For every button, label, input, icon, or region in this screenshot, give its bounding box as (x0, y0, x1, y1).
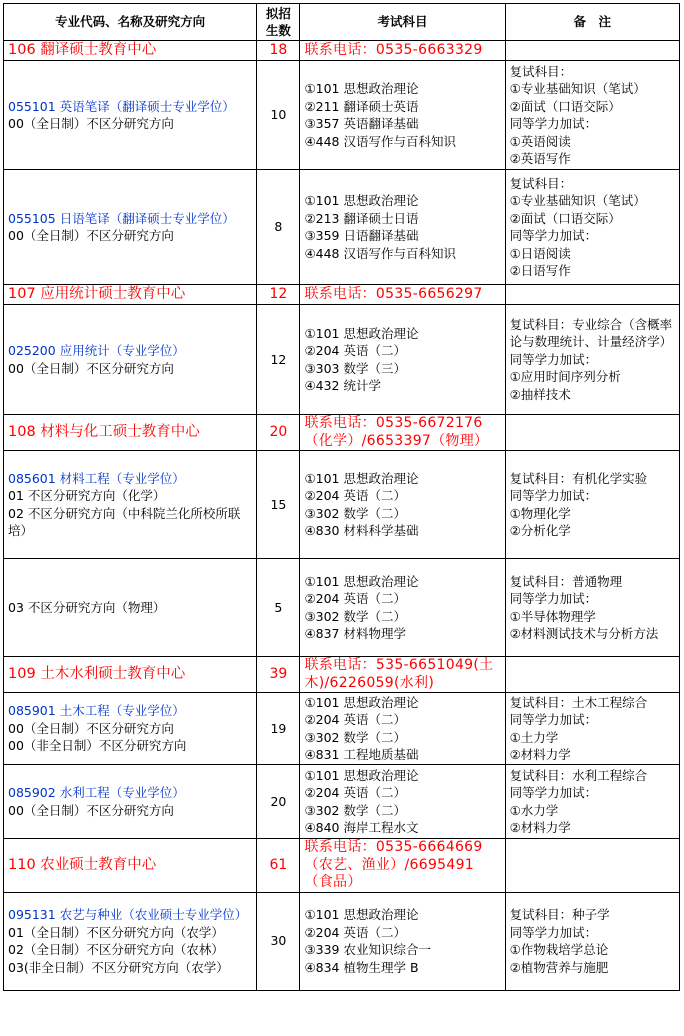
exam-subjects (300, 61, 505, 170)
section-remark-empty (505, 285, 679, 305)
remark-line: ②材料力学 (509, 820, 571, 835)
exam-subject: ④837 材料物理学 (304, 626, 406, 641)
research-direction: 02（全日制）不区分研究方向（农林） (8, 942, 224, 957)
program-row (4, 451, 680, 559)
exam-subject: ①101 思想政治理论 (304, 573, 419, 589)
program-quota: 5 (257, 559, 300, 657)
remark-line: 同等学力加试： (509, 785, 598, 800)
program-row (4, 892, 680, 990)
remark-line: ①专业基础知识（笔试） (509, 193, 646, 208)
exam-subject: ④432 统计学 (304, 378, 381, 393)
research-direction: 00（全日制）不区分研究方向 (8, 360, 174, 376)
section-remark-empty (505, 839, 679, 893)
exam-subject: ③302 数学（二） (304, 729, 406, 745)
exam-subjects (300, 765, 505, 839)
exam-subject: ③302 数学（二） (304, 608, 406, 624)
remark-line: 同等学力加试： (509, 116, 598, 131)
exam-subjects (300, 693, 505, 765)
research-direction: 00（非全日制）不区分研究方向 (8, 738, 187, 754)
program-row (4, 765, 680, 839)
section-row (4, 41, 680, 61)
section-quota: 20 (257, 415, 300, 451)
exam-subject: ④840 海岸工程水文 (304, 820, 419, 835)
remark-line: ②分析化学 (509, 523, 571, 538)
section-row (4, 657, 680, 693)
exam-subjects (300, 451, 505, 559)
remarks (505, 765, 679, 839)
table-body (4, 41, 680, 991)
remark-line: 同等学力加试： (509, 351, 598, 367)
program-code-name: 095131 农艺与种业（农业硕士专业学位） (8, 907, 248, 922)
exam-subject: ①101 思想政治理论 (304, 81, 419, 96)
exam-subject: ①101 思想政治理论 (304, 325, 419, 341)
section-name: 110 农业硕士教育中心 (4, 839, 257, 893)
exam-subject: ②204 英语（二） (304, 924, 406, 940)
remark-line: 复试科目：普通物理 (509, 573, 623, 589)
section-remark-empty (505, 415, 679, 451)
remark-line: ②英语写作 (509, 151, 571, 166)
exam-subject: ①101 思想政治理论 (304, 193, 419, 208)
exam-subject: ④830 材料科学基础 (304, 523, 419, 538)
research-direction: 03(非全日制）不区分研究方向（农学） (8, 959, 229, 975)
section-row (4, 415, 680, 451)
research-direction: 03 不区分研究方向（物理） (8, 599, 166, 615)
exam-subject: ②211 翻译硕士英语 (304, 98, 419, 114)
remark-line: 复试科目：有机化学实验 (509, 470, 648, 486)
table-header-row (4, 4, 680, 41)
section-phone: 联系电话：0535-6663329 (300, 41, 505, 61)
admission-table (3, 3, 680, 991)
remarks (505, 559, 679, 657)
exam-subject: ②204 英语（二） (304, 488, 406, 503)
remark-line: 复试科目： (509, 63, 573, 79)
program-cell (4, 892, 257, 990)
remark-line: 同等学力加试： (509, 488, 598, 503)
section-remark-empty (505, 657, 679, 693)
program-code-name: 055101 英语笔译（翻译硕士专业学位） (8, 98, 235, 114)
research-direction: 00（全日制）不区分研究方向 (8, 116, 174, 131)
section-phone: 联系电话：0535-6656297 (300, 285, 505, 305)
section-quota: 61 (257, 839, 300, 893)
program-quota: 12 (257, 305, 300, 415)
remarks (505, 451, 679, 559)
research-direction: 00（全日制）不区分研究方向 (8, 802, 174, 818)
section-name: 106 翻译硕士教育中心 (4, 41, 257, 61)
exam-subject: ④448 汉语写作与百科知识 (304, 245, 456, 261)
exam-subject: ①101 思想政治理论 (304, 767, 419, 783)
remarks (505, 892, 679, 990)
section-remark-empty (505, 41, 679, 61)
exam-subject: ③357 英语翻译基础 (304, 116, 419, 131)
program-row (4, 305, 680, 415)
program-cell (4, 305, 257, 415)
remark-line: 同等学力加试： (509, 228, 598, 243)
program-cell (4, 170, 257, 285)
header-remarks: 备 注 (505, 4, 679, 41)
remark-line: 同等学力加试： (509, 924, 598, 940)
remark-line: ①半导体物理学 (509, 608, 596, 624)
exam-subject: ②204 英语（二） (304, 591, 406, 606)
program-row (4, 693, 680, 765)
exam-subjects (300, 170, 505, 285)
remark-line: ②材料力学 (509, 747, 571, 762)
program-quota: 19 (257, 693, 300, 765)
exam-subject: ②204 英语（二） (304, 712, 406, 727)
remark-line: ①物理化学 (509, 505, 571, 521)
section-quota: 39 (257, 657, 300, 693)
remark-line: ①应用时间序列分析 (509, 369, 621, 385)
remark-line: ①土力学 (509, 729, 559, 745)
section-name: 109 土木水利硕士教育中心 (4, 657, 257, 693)
program-quota: 15 (257, 451, 300, 559)
remark-line: ①作物栽培学总论 (509, 942, 609, 957)
exam-subject: ③303 数学（三） (304, 360, 406, 376)
remarks (505, 170, 679, 285)
research-direction: 00（全日制）不区分研究方向 (8, 720, 174, 736)
research-direction: 00（全日制）不区分研究方向 (8, 228, 174, 243)
remark-line: ②植物营养与施肥 (509, 959, 609, 975)
exam-subject: ③302 数学（二） (304, 802, 406, 818)
section-phone: 联系电话：0535-6664669（农艺、渔业）/6695491（食品） (300, 839, 505, 893)
section-quota: 12 (257, 285, 300, 305)
remark-line: ②抽样技术 (509, 386, 571, 402)
header-exams: 考试科目 (300, 4, 505, 41)
section-row (4, 285, 680, 305)
program-code-name: 085901 土木工程（专业学位） (8, 703, 185, 719)
exam-subject: ②204 英语（二） (304, 785, 406, 800)
exam-subject: ③302 数学（二） (304, 505, 406, 521)
section-row (4, 839, 680, 893)
remark-line: ①专业基础知识（笔试） (509, 81, 646, 96)
exam-subject: ①101 思想政治理论 (304, 694, 419, 710)
program-quota: 30 (257, 892, 300, 990)
remark-line: ②面试（口语交际） (509, 98, 621, 114)
program-row (4, 61, 680, 170)
program-cell (4, 451, 257, 559)
remark-line: ②日语写作 (509, 263, 571, 278)
remarks (505, 693, 679, 765)
program-code-name: 085902 水利工程（专业学位） (8, 785, 185, 800)
program-cell (4, 61, 257, 170)
remark-line: ①水力学 (509, 802, 559, 818)
exam-subjects (300, 305, 505, 415)
exam-subject: ②204 英语（二） (304, 343, 406, 358)
research-direction: 01（全日制）不区分研究方向（农学） (8, 924, 224, 940)
header-program: 专业代码、名称及研究方向 (4, 4, 257, 41)
research-direction: 02 不区分研究方向（中科院兰化所校所联培） (8, 505, 241, 538)
section-quota: 18 (257, 41, 300, 61)
program-row (4, 559, 680, 657)
program-quota: 8 (257, 170, 300, 285)
exam-subject: ③359 日语翻译基础 (304, 228, 419, 243)
exam-subject: ④831 工程地质基础 (304, 747, 419, 762)
remark-line: 同等学力加试： (509, 712, 598, 727)
remark-line: ②面试（口语交际） (509, 210, 621, 226)
program-cell (4, 765, 257, 839)
remark-line: 复试科目：专业综合（含概率论与数理统计、计量经济学） (509, 316, 673, 350)
program-row (4, 170, 680, 285)
program-code-name: 025200 应用统计（专业学位） (8, 343, 185, 358)
exam-subject: ④834 植物生理学 B (304, 959, 419, 975)
remark-line: 同等学力加试： (509, 591, 598, 606)
section-phone: 联系电话：535-6651049(土木)/6226059(水利) (300, 657, 505, 693)
remark-line: ①英语阅读 (509, 133, 571, 149)
remarks (505, 61, 679, 170)
program-quota: 20 (257, 765, 300, 839)
remark-line: 复试科目：种子学 (509, 907, 610, 922)
program-cell (4, 559, 257, 657)
exam-subjects (300, 559, 505, 657)
program-code-name: 055105 日语笔译（翻译硕士专业学位） (8, 210, 235, 226)
remark-line: ②材料测试技术与分析方法 (509, 626, 659, 641)
program-cell (4, 693, 257, 765)
exam-subject: ①101 思想政治理论 (304, 470, 419, 486)
section-phone: 联系电话：0535-6672176（化学）/6653397（物理） (300, 415, 505, 451)
remarks (505, 305, 679, 415)
program-quota: 10 (257, 61, 300, 170)
exam-subject: ③339 农业知识综合一 (304, 942, 431, 957)
remark-line: 复试科目：土木工程综合 (509, 694, 648, 710)
header-quota: 拟招生数 (257, 4, 300, 41)
remark-line: 复试科目：水利工程综合 (509, 767, 648, 783)
exam-subject: ②213 翻译硕士日语 (304, 210, 419, 226)
remark-line: 复试科目： (509, 175, 573, 191)
section-name: 108 材料与化工硕士教育中心 (4, 415, 257, 451)
exam-subjects (300, 892, 505, 990)
program-code-name: 085601 材料工程（专业学位） (8, 470, 185, 486)
remark-line: ①日语阅读 (509, 245, 571, 261)
exam-subject: ④448 汉语写作与百科知识 (304, 133, 456, 149)
exam-subject: ①101 思想政治理论 (304, 907, 419, 922)
research-direction: 01 不区分研究方向（化学） (8, 488, 166, 503)
section-name: 107 应用统计硕士教育中心 (4, 285, 257, 305)
